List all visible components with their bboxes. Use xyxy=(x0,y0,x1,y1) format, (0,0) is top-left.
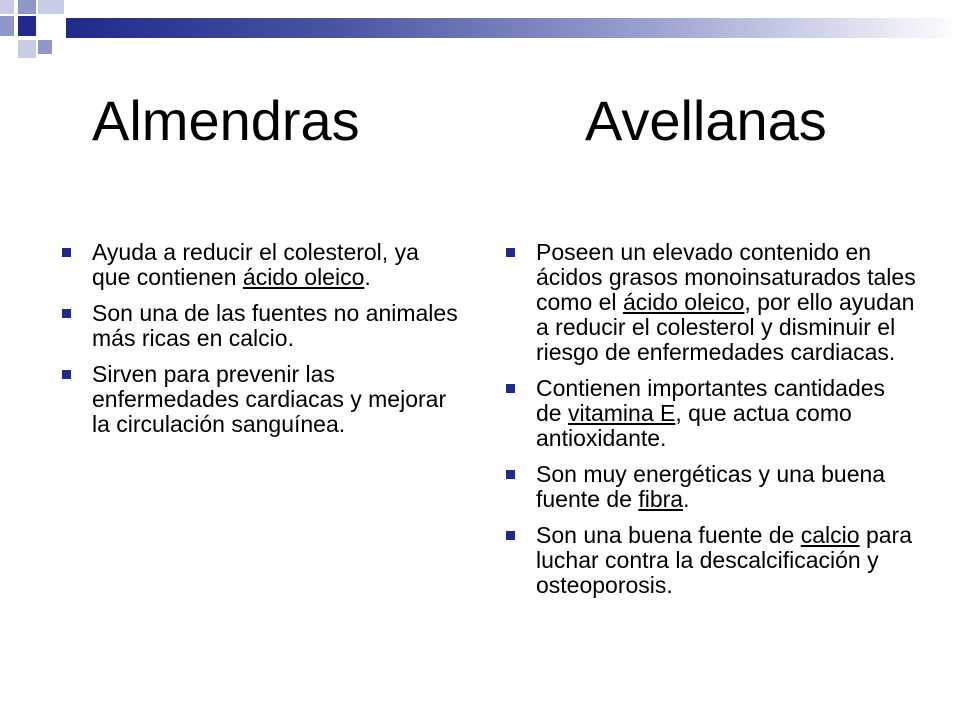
list-item xyxy=(62,301,462,351)
link-acido-oleico[interactable]: ácido oleico xyxy=(622,289,745,315)
item-text: para luchar contra la descalcificación y osteoporosis. xyxy=(536,522,912,598)
list-item xyxy=(506,523,916,598)
item-text: Son una de las fuentes no animales más ricas en calcio. xyxy=(92,300,458,351)
item-text: Poseen un elevado contenido en ácidos grasos monoinsaturados tales como el xyxy=(536,239,916,315)
square-bullet-icon xyxy=(62,248,71,257)
square-bullet-icon xyxy=(506,384,515,393)
square-bullet-icon xyxy=(506,470,515,479)
item-text: Son muy energéticas y una buena fuente de xyxy=(536,461,886,512)
deco-square-1 xyxy=(0,0,14,14)
deco-square-6 xyxy=(38,16,64,36)
list-item xyxy=(62,362,462,437)
item-text: Sirven para prevenir las enfermedades cardiacas y mejorar la circulación sanguínea. xyxy=(92,361,447,437)
list-item xyxy=(506,376,916,451)
left-column xyxy=(62,240,462,448)
right-bullet-list xyxy=(506,240,916,598)
square-bullet-icon xyxy=(62,309,71,318)
square-bullet-icon xyxy=(62,370,71,379)
link-calcio[interactable]: calcio xyxy=(800,522,860,548)
title-almendras: Almendras xyxy=(92,89,360,152)
square-bullet-icon xyxy=(506,531,515,540)
link-fibra[interactable]: fibra xyxy=(638,486,684,512)
deco-square-8 xyxy=(38,40,52,54)
item-text: , que actua como antioxidante. xyxy=(536,400,852,451)
item-text: . xyxy=(683,486,690,512)
left-bullet-list xyxy=(62,240,462,437)
deco-square-2 xyxy=(18,0,36,14)
item-text: . xyxy=(364,264,371,290)
item-text: Contienen importantes cantidades de xyxy=(536,375,886,426)
link-acido-oleico[interactable]: ácido oleico xyxy=(242,264,365,290)
deco-square-3 xyxy=(38,0,64,14)
item-text: Ayuda a reducir el colesterol, ya que contienen xyxy=(92,239,419,290)
header-decoration xyxy=(0,0,960,70)
right-column xyxy=(506,240,916,609)
deco-square-7 xyxy=(18,40,36,58)
item-text: , por ello ayudan a reducir el colesterol y disminuir el riesgo de enfermedades cardiacas. xyxy=(536,289,915,365)
list-item xyxy=(506,240,916,365)
link-vitamina-e[interactable]: vitamina E xyxy=(567,400,676,426)
title-avellanas: Avellanas xyxy=(585,89,827,152)
deco-square-4 xyxy=(0,16,14,36)
deco-square-5 xyxy=(18,16,36,36)
list-item xyxy=(62,240,462,290)
list-item xyxy=(506,462,916,512)
deco-gradient-bar xyxy=(66,18,960,38)
square-bullet-icon xyxy=(506,248,515,257)
item-text: Son una buena fuente de xyxy=(536,522,801,548)
